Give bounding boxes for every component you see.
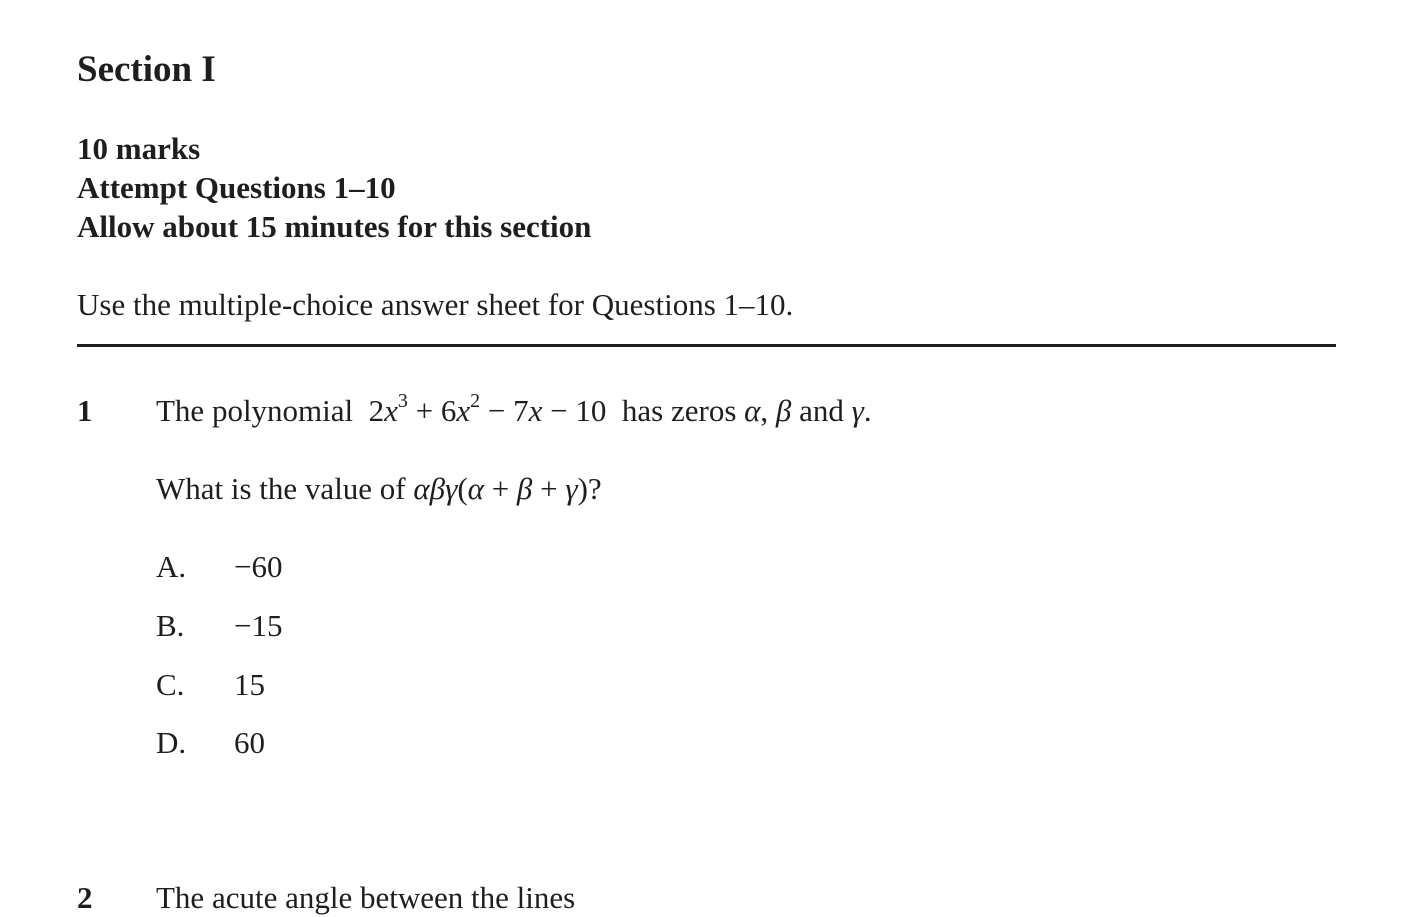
- section-attempt: Attempt Questions 1–10: [77, 170, 396, 205]
- section-title: Section I: [77, 49, 216, 90]
- question-1-and: and: [799, 393, 844, 428]
- question-2-number: 2: [77, 880, 93, 915]
- question-1-polynomial: $2x^3 + 6x^2 - 7x - 10$: [360, 390, 615, 428]
- section-instruction: Use the multiple-choice answer sheet for Questions 1–10.: [77, 287, 794, 322]
- option-b-value: −15: [234, 608, 283, 643]
- option-a-letter: A.: [156, 549, 187, 584]
- section-divider: [77, 344, 1336, 347]
- option-a-value: −60: [234, 549, 283, 584]
- section-marks: 10 marks: [77, 131, 201, 166]
- question-1-prompt: What is the value of: [156, 471, 406, 506]
- question-2-text: The acute angle between the lines: [156, 880, 576, 915]
- question-1-prompt-line: [156, 470, 602, 508]
- question-1-suffix: has zeros: [621, 393, 737, 428]
- question-1-prefix: The polynomial: [156, 393, 354, 428]
- question-1-number: 1: [77, 393, 93, 428]
- option-d-value: 60: [234, 725, 265, 760]
- section-time: Allow about 15 minutes for this section: [77, 209, 592, 244]
- question-1-zeros: α, β: [744, 393, 792, 428]
- option-c-letter: C.: [156, 667, 185, 702]
- option-b-letter: B.: [156, 608, 185, 643]
- question-1-gamma: γ.: [851, 393, 872, 428]
- option-d-letter: D.: [156, 725, 187, 760]
- question-1-expression: αβγ(α + β + γ)?: [413, 471, 602, 506]
- option-c-value: 15: [234, 667, 265, 702]
- question-1-statement: [156, 392, 872, 430]
